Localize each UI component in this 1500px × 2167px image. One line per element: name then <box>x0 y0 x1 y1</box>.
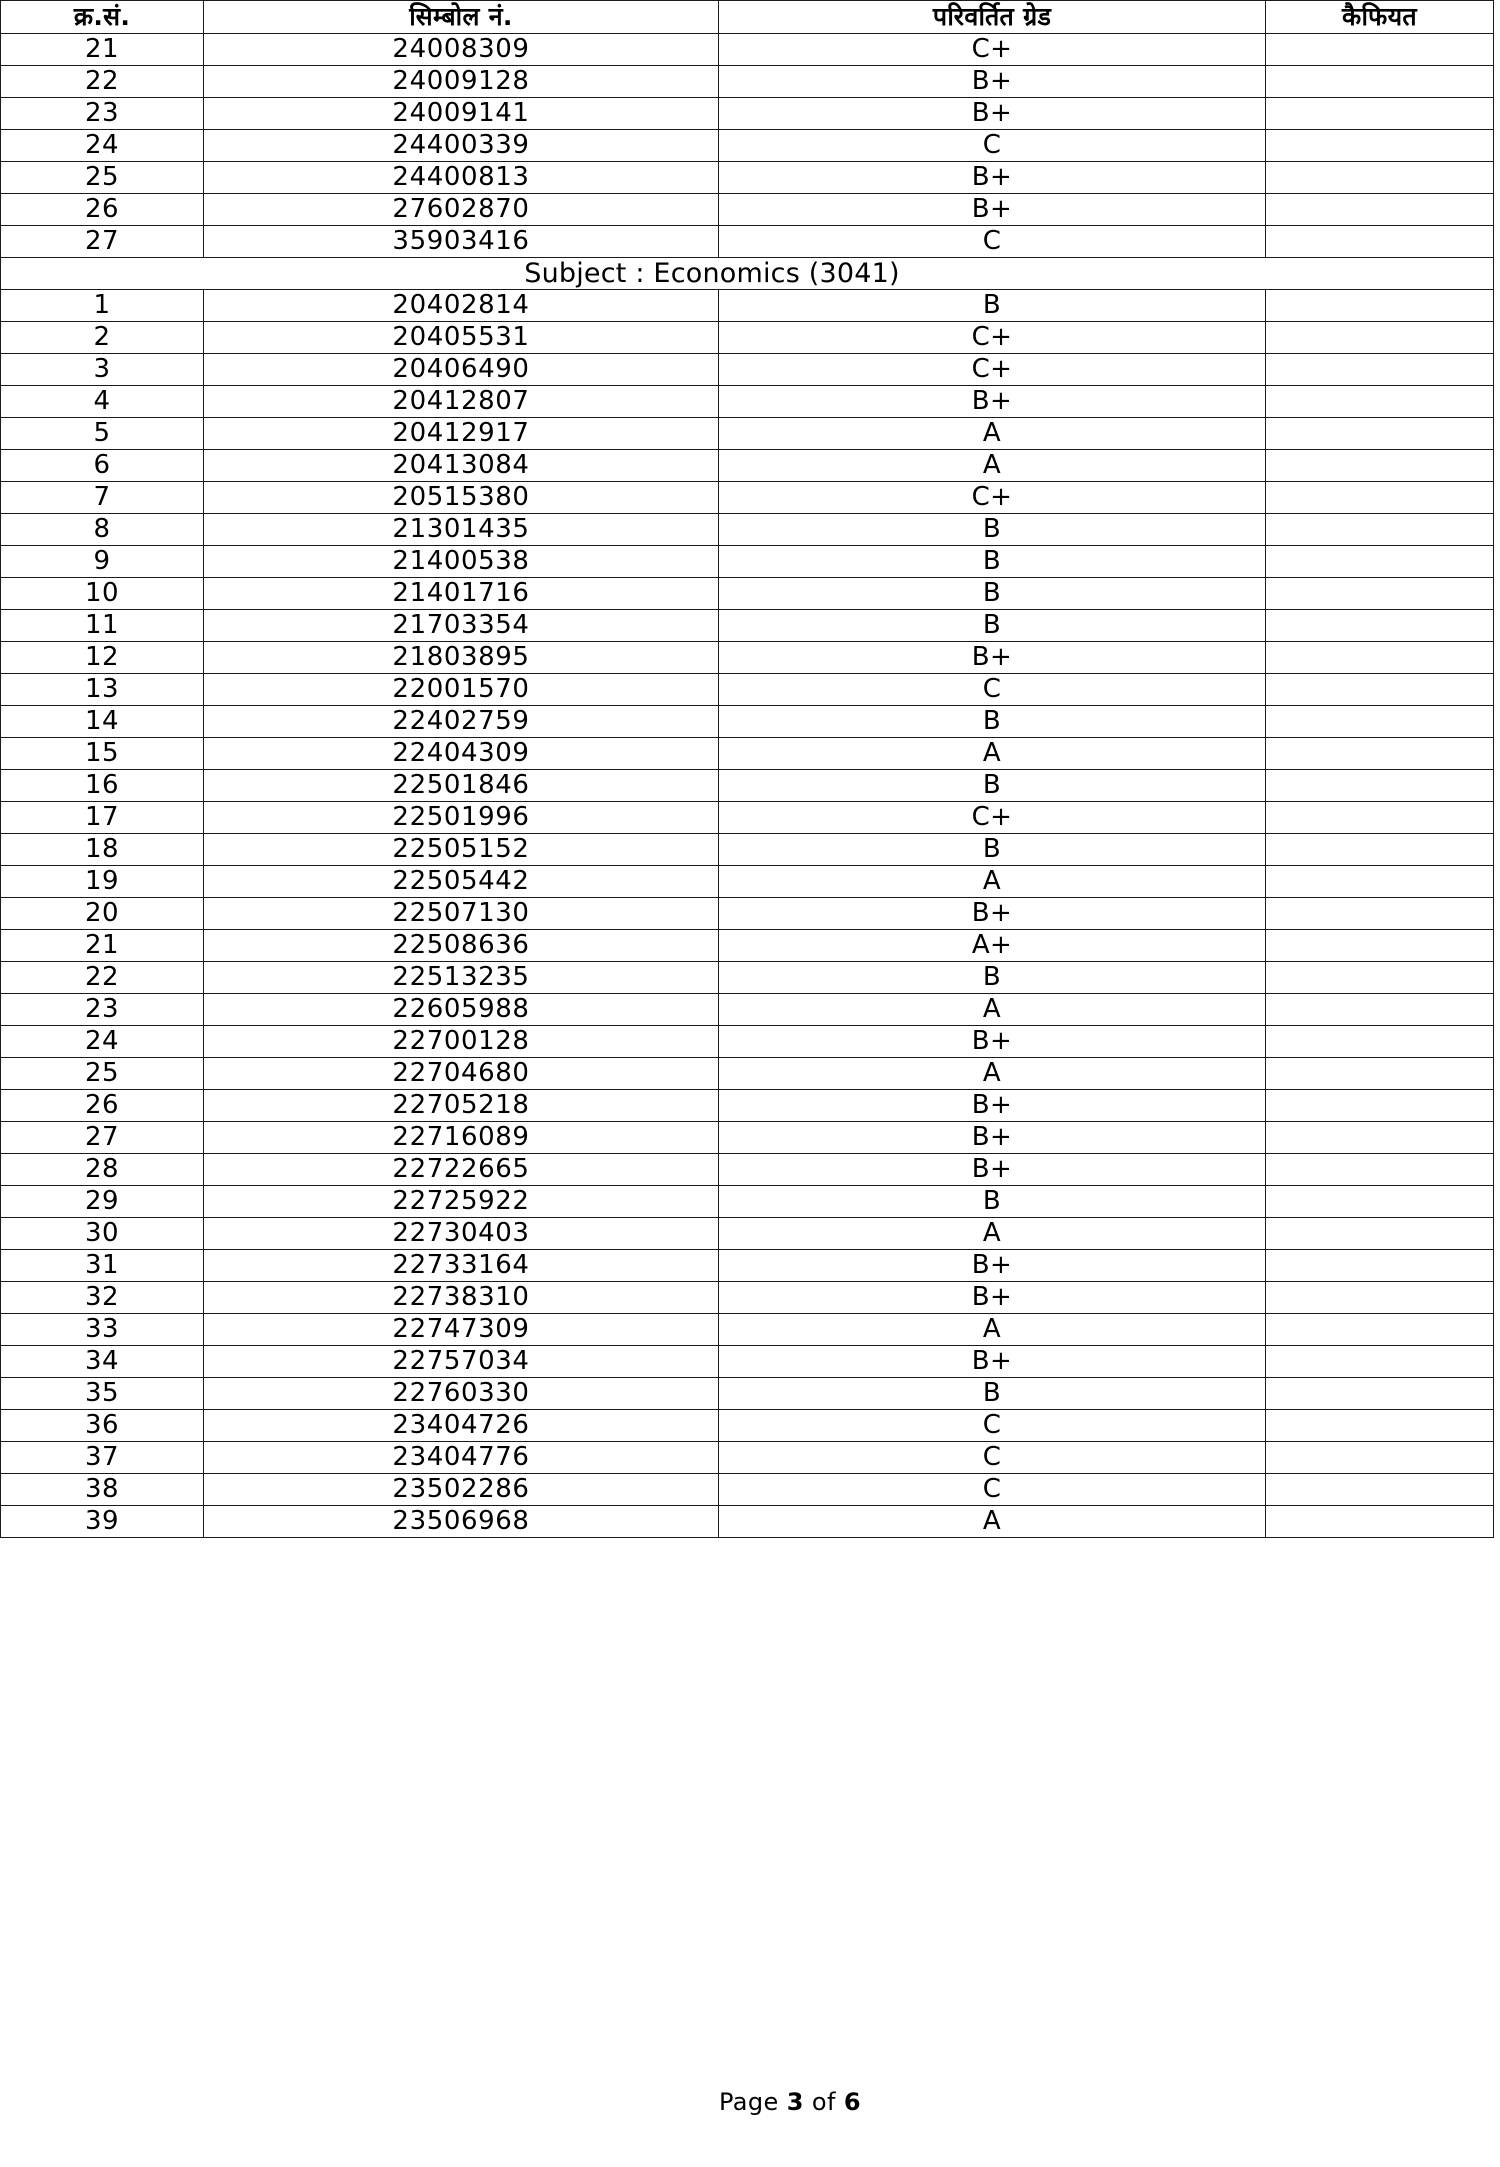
cell-revised-grade: B <box>719 706 1266 738</box>
cell-remarks <box>1266 1378 1494 1410</box>
cell-serial-number: 15 <box>1 738 204 770</box>
cell-revised-grade: B+ <box>719 642 1266 674</box>
cell-symbol-number: 24009141 <box>204 98 719 130</box>
cell-symbol-number: 22001570 <box>204 674 719 706</box>
cell-symbol-number: 21703354 <box>204 610 719 642</box>
cell-revised-grade: B+ <box>719 1154 1266 1186</box>
cell-serial-number: 16 <box>1 770 204 802</box>
cell-remarks <box>1266 418 1494 450</box>
cell-revised-grade: C <box>719 130 1266 162</box>
cell-symbol-number: 22747309 <box>204 1314 719 1346</box>
cell-symbol-number: 20405531 <box>204 322 719 354</box>
table-row <box>1 1218 1494 1250</box>
footer-page-number: 3 <box>786 2088 804 2116</box>
table-row <box>1 802 1494 834</box>
cell-symbol-number: 24400339 <box>204 130 719 162</box>
cell-symbol-number: 20406490 <box>204 354 719 386</box>
table-row <box>1 930 1494 962</box>
cell-serial-number: 8 <box>1 514 204 546</box>
cell-revised-grade: A <box>719 1314 1266 1346</box>
cell-revised-grade: A <box>719 1506 1266 1538</box>
cell-serial-number: 5 <box>1 418 204 450</box>
cell-revised-grade: C+ <box>719 802 1266 834</box>
table-header-row <box>1 1 1494 34</box>
cell-serial-number: 20 <box>1 898 204 930</box>
table-row <box>1 514 1494 546</box>
cell-serial-number: 39 <box>1 1506 204 1538</box>
cell-remarks <box>1266 1122 1494 1154</box>
cell-revised-grade: B <box>719 834 1266 866</box>
cell-remarks <box>1266 482 1494 514</box>
cell-serial-number: 35 <box>1 1378 204 1410</box>
cell-symbol-number: 22722665 <box>204 1154 719 1186</box>
column-header-serial-number: क्र.सं. <box>1 1 204 34</box>
table-row <box>1 674 1494 706</box>
cell-serial-number: 27 <box>1 226 204 258</box>
table-row <box>1 546 1494 578</box>
cell-serial-number: 36 <box>1 1410 204 1442</box>
cell-symbol-number: 22704680 <box>204 1058 719 1090</box>
cell-symbol-number: 22505442 <box>204 866 719 898</box>
cell-revised-grade: B+ <box>719 194 1266 226</box>
table-row <box>1 610 1494 642</box>
cell-symbol-number: 22501996 <box>204 802 719 834</box>
cell-symbol-number: 35903416 <box>204 226 719 258</box>
cell-remarks <box>1266 546 1494 578</box>
table-row <box>1 1282 1494 1314</box>
cell-revised-grade: C <box>719 674 1266 706</box>
cell-remarks <box>1266 898 1494 930</box>
cell-serial-number: 24 <box>1 130 204 162</box>
cell-remarks <box>1266 34 1494 66</box>
table-row <box>1 482 1494 514</box>
cell-remarks <box>1266 1410 1494 1442</box>
cell-remarks <box>1266 1090 1494 1122</box>
cell-remarks <box>1266 1250 1494 1282</box>
table-row <box>1 1090 1494 1122</box>
cell-remarks <box>1266 642 1494 674</box>
table-row <box>1 226 1494 258</box>
table-row <box>1 418 1494 450</box>
cell-symbol-number: 22404309 <box>204 738 719 770</box>
column-header-symbol-number: सिम्बोल नं. <box>204 1 719 34</box>
footer-of-word: of <box>811 2088 836 2116</box>
cell-remarks <box>1266 866 1494 898</box>
cell-remarks <box>1266 610 1494 642</box>
cell-remarks <box>1266 994 1494 1026</box>
table-row <box>1 1314 1494 1346</box>
cell-serial-number: 29 <box>1 1186 204 1218</box>
cell-serial-number: 27 <box>1 1122 204 1154</box>
cell-serial-number: 25 <box>1 1058 204 1090</box>
table-row <box>1 1474 1494 1506</box>
cell-remarks <box>1266 1442 1494 1474</box>
cell-symbol-number: 22760330 <box>204 1378 719 1410</box>
cell-symbol-number: 22733164 <box>204 1250 719 1282</box>
cell-serial-number: 18 <box>1 834 204 866</box>
table-row <box>1 642 1494 674</box>
table-row <box>1 386 1494 418</box>
cell-revised-grade: A <box>719 738 1266 770</box>
cell-revised-grade: C <box>719 1442 1266 1474</box>
cell-revised-grade: B <box>719 1378 1266 1410</box>
cell-symbol-number: 22507130 <box>204 898 719 930</box>
column-header-remarks: कैफियत <box>1266 1 1494 34</box>
cell-revised-grade: A <box>719 1058 1266 1090</box>
subject-heading-label: Subject : Economics (3041) <box>1 258 1494 290</box>
cell-serial-number: 21 <box>1 34 204 66</box>
cell-serial-number: 37 <box>1 1442 204 1474</box>
cell-remarks <box>1266 162 1494 194</box>
cell-remarks <box>1266 194 1494 226</box>
cell-remarks <box>1266 1346 1494 1378</box>
cell-symbol-number: 20515380 <box>204 482 719 514</box>
cell-revised-grade: B <box>719 578 1266 610</box>
table-row <box>1 738 1494 770</box>
cell-remarks <box>1266 130 1494 162</box>
page-footer <box>0 2088 1500 2116</box>
cell-remarks <box>1266 98 1494 130</box>
cell-revised-grade: B+ <box>719 1250 1266 1282</box>
cell-serial-number: 33 <box>1 1314 204 1346</box>
cell-symbol-number: 23404726 <box>204 1410 719 1442</box>
cell-revised-grade: B+ <box>719 1026 1266 1058</box>
cell-serial-number: 26 <box>1 1090 204 1122</box>
table-row <box>1 1154 1494 1186</box>
cell-symbol-number: 23506968 <box>204 1506 719 1538</box>
cell-remarks <box>1266 834 1494 866</box>
cell-revised-grade: C+ <box>719 354 1266 386</box>
cell-remarks <box>1266 962 1494 994</box>
table-row <box>1 162 1494 194</box>
cell-serial-number: 26 <box>1 194 204 226</box>
cell-revised-grade: B <box>719 962 1266 994</box>
table-row <box>1 1506 1494 1538</box>
cell-remarks <box>1266 1282 1494 1314</box>
cell-revised-grade: B+ <box>719 386 1266 418</box>
cell-symbol-number: 22738310 <box>204 1282 719 1314</box>
cell-revised-grade: B <box>719 546 1266 578</box>
cell-remarks <box>1266 1058 1494 1090</box>
footer-total-pages: 6 <box>843 2088 861 2116</box>
cell-revised-grade: C+ <box>719 322 1266 354</box>
cell-symbol-number: 22513235 <box>204 962 719 994</box>
cell-serial-number: 10 <box>1 578 204 610</box>
table-row <box>1 1186 1494 1218</box>
cell-serial-number: 12 <box>1 642 204 674</box>
cell-symbol-number: 22725922 <box>204 1186 719 1218</box>
cell-serial-number: 31 <box>1 1250 204 1282</box>
cell-symbol-number: 21803895 <box>204 642 719 674</box>
cell-symbol-number: 27602870 <box>204 194 719 226</box>
cell-serial-number: 23 <box>1 98 204 130</box>
cell-revised-grade: C <box>719 1410 1266 1442</box>
cell-remarks <box>1266 226 1494 258</box>
cell-serial-number: 6 <box>1 450 204 482</box>
cell-revised-grade: A <box>719 450 1266 482</box>
cell-symbol-number: 20402814 <box>204 290 719 322</box>
cell-serial-number: 11 <box>1 610 204 642</box>
cell-symbol-number: 22730403 <box>204 1218 719 1250</box>
table-row <box>1 1410 1494 1442</box>
cell-serial-number: 25 <box>1 162 204 194</box>
table-row <box>1 994 1494 1026</box>
table-row <box>1 98 1494 130</box>
cell-remarks <box>1266 386 1494 418</box>
table-row <box>1 34 1494 66</box>
cell-symbol-number: 24008309 <box>204 34 719 66</box>
cell-remarks <box>1266 1026 1494 1058</box>
cell-serial-number: 22 <box>1 66 204 98</box>
cell-symbol-number: 23502286 <box>204 1474 719 1506</box>
cell-revised-grade: B+ <box>719 1090 1266 1122</box>
cell-revised-grade: B+ <box>719 98 1266 130</box>
cell-symbol-number: 21400538 <box>204 546 719 578</box>
table-row <box>1 194 1494 226</box>
cell-remarks <box>1266 322 1494 354</box>
cell-revised-grade: B+ <box>719 1282 1266 1314</box>
table-row <box>1 866 1494 898</box>
cell-symbol-number: 22716089 <box>204 1122 719 1154</box>
table-row <box>1 962 1494 994</box>
cell-remarks <box>1266 930 1494 962</box>
cell-remarks <box>1266 770 1494 802</box>
cell-serial-number: 2 <box>1 322 204 354</box>
cell-serial-number: 4 <box>1 386 204 418</box>
cell-remarks <box>1266 1186 1494 1218</box>
cell-revised-grade: B <box>719 610 1266 642</box>
cell-serial-number: 34 <box>1 1346 204 1378</box>
cell-remarks <box>1266 450 1494 482</box>
cell-revised-grade: A <box>719 1218 1266 1250</box>
column-header-revised-grade: परिवर्तित ग्रेड <box>719 1 1266 34</box>
table-row <box>1 450 1494 482</box>
table-row <box>1 1250 1494 1282</box>
cell-serial-number: 19 <box>1 866 204 898</box>
table-row <box>1 290 1494 322</box>
cell-serial-number: 1 <box>1 290 204 322</box>
cell-symbol-number: 24009128 <box>204 66 719 98</box>
cell-serial-number: 28 <box>1 1154 204 1186</box>
cell-revised-grade: B <box>719 514 1266 546</box>
table-body <box>1 34 1494 1538</box>
cell-revised-grade: A <box>719 418 1266 450</box>
cell-revised-grade: A+ <box>719 930 1266 962</box>
cell-revised-grade: C <box>719 1474 1266 1506</box>
cell-serial-number: 3 <box>1 354 204 386</box>
cell-remarks <box>1266 738 1494 770</box>
table-row <box>1 898 1494 930</box>
cell-revised-grade: C <box>719 226 1266 258</box>
cell-symbol-number: 22705218 <box>204 1090 719 1122</box>
table-header <box>1 1 1494 34</box>
cell-serial-number: 24 <box>1 1026 204 1058</box>
cell-remarks <box>1266 354 1494 386</box>
table-row <box>1 1122 1494 1154</box>
cell-revised-grade: B+ <box>719 1122 1266 1154</box>
cell-serial-number: 21 <box>1 930 204 962</box>
table-row <box>1 706 1494 738</box>
table-row <box>1 1058 1494 1090</box>
cell-serial-number: 38 <box>1 1474 204 1506</box>
cell-symbol-number: 20412917 <box>204 418 719 450</box>
cell-remarks <box>1266 66 1494 98</box>
cell-remarks <box>1266 514 1494 546</box>
cell-symbol-number: 21301435 <box>204 514 719 546</box>
cell-symbol-number: 21401716 <box>204 578 719 610</box>
cell-symbol-number: 22700128 <box>204 1026 719 1058</box>
cell-remarks <box>1266 706 1494 738</box>
cell-symbol-number: 22757034 <box>204 1346 719 1378</box>
cell-symbol-number: 22605988 <box>204 994 719 1026</box>
cell-revised-grade: B <box>719 290 1266 322</box>
table-row <box>1 578 1494 610</box>
cell-revised-grade: B <box>719 1186 1266 1218</box>
table-row <box>1 834 1494 866</box>
cell-symbol-number: 22508636 <box>204 930 719 962</box>
table-row <box>1 66 1494 98</box>
cell-revised-grade: B+ <box>719 162 1266 194</box>
table-row <box>1 1346 1494 1378</box>
cell-serial-number: 13 <box>1 674 204 706</box>
cell-remarks <box>1266 802 1494 834</box>
cell-remarks <box>1266 290 1494 322</box>
table-row <box>1 770 1494 802</box>
cell-serial-number: 23 <box>1 994 204 1026</box>
table-row <box>1 1442 1494 1474</box>
cell-remarks <box>1266 578 1494 610</box>
cell-symbol-number: 22505152 <box>204 834 719 866</box>
cell-symbol-number: 22402759 <box>204 706 719 738</box>
cell-remarks <box>1266 674 1494 706</box>
cell-serial-number: 7 <box>1 482 204 514</box>
cell-serial-number: 22 <box>1 962 204 994</box>
cell-serial-number: 17 <box>1 802 204 834</box>
table-row <box>1 1026 1494 1058</box>
table-row <box>1 1378 1494 1410</box>
cell-serial-number: 30 <box>1 1218 204 1250</box>
cell-symbol-number: 23404776 <box>204 1442 719 1474</box>
cell-revised-grade: B <box>719 770 1266 802</box>
cell-revised-grade: B+ <box>719 66 1266 98</box>
cell-remarks <box>1266 1154 1494 1186</box>
cell-revised-grade: A <box>719 866 1266 898</box>
cell-revised-grade: C+ <box>719 482 1266 514</box>
cell-revised-grade: A <box>719 994 1266 1026</box>
cell-serial-number: 14 <box>1 706 204 738</box>
cell-symbol-number: 22501846 <box>204 770 719 802</box>
cell-remarks <box>1266 1314 1494 1346</box>
cell-remarks <box>1266 1218 1494 1250</box>
cell-symbol-number: 20412807 <box>204 386 719 418</box>
cell-remarks <box>1266 1474 1494 1506</box>
table-row <box>1 354 1494 386</box>
table-row <box>1 130 1494 162</box>
cell-symbol-number: 24400813 <box>204 162 719 194</box>
cell-revised-grade: B+ <box>719 1346 1266 1378</box>
cell-serial-number: 9 <box>1 546 204 578</box>
footer-page-word: Page <box>719 2088 779 2116</box>
cell-symbol-number: 20413084 <box>204 450 719 482</box>
cell-remarks <box>1266 1506 1494 1538</box>
subject-heading-row <box>1 258 1494 290</box>
cell-serial-number: 32 <box>1 1282 204 1314</box>
table-row <box>1 322 1494 354</box>
cell-revised-grade: B+ <box>719 898 1266 930</box>
cell-revised-grade: C+ <box>719 34 1266 66</box>
